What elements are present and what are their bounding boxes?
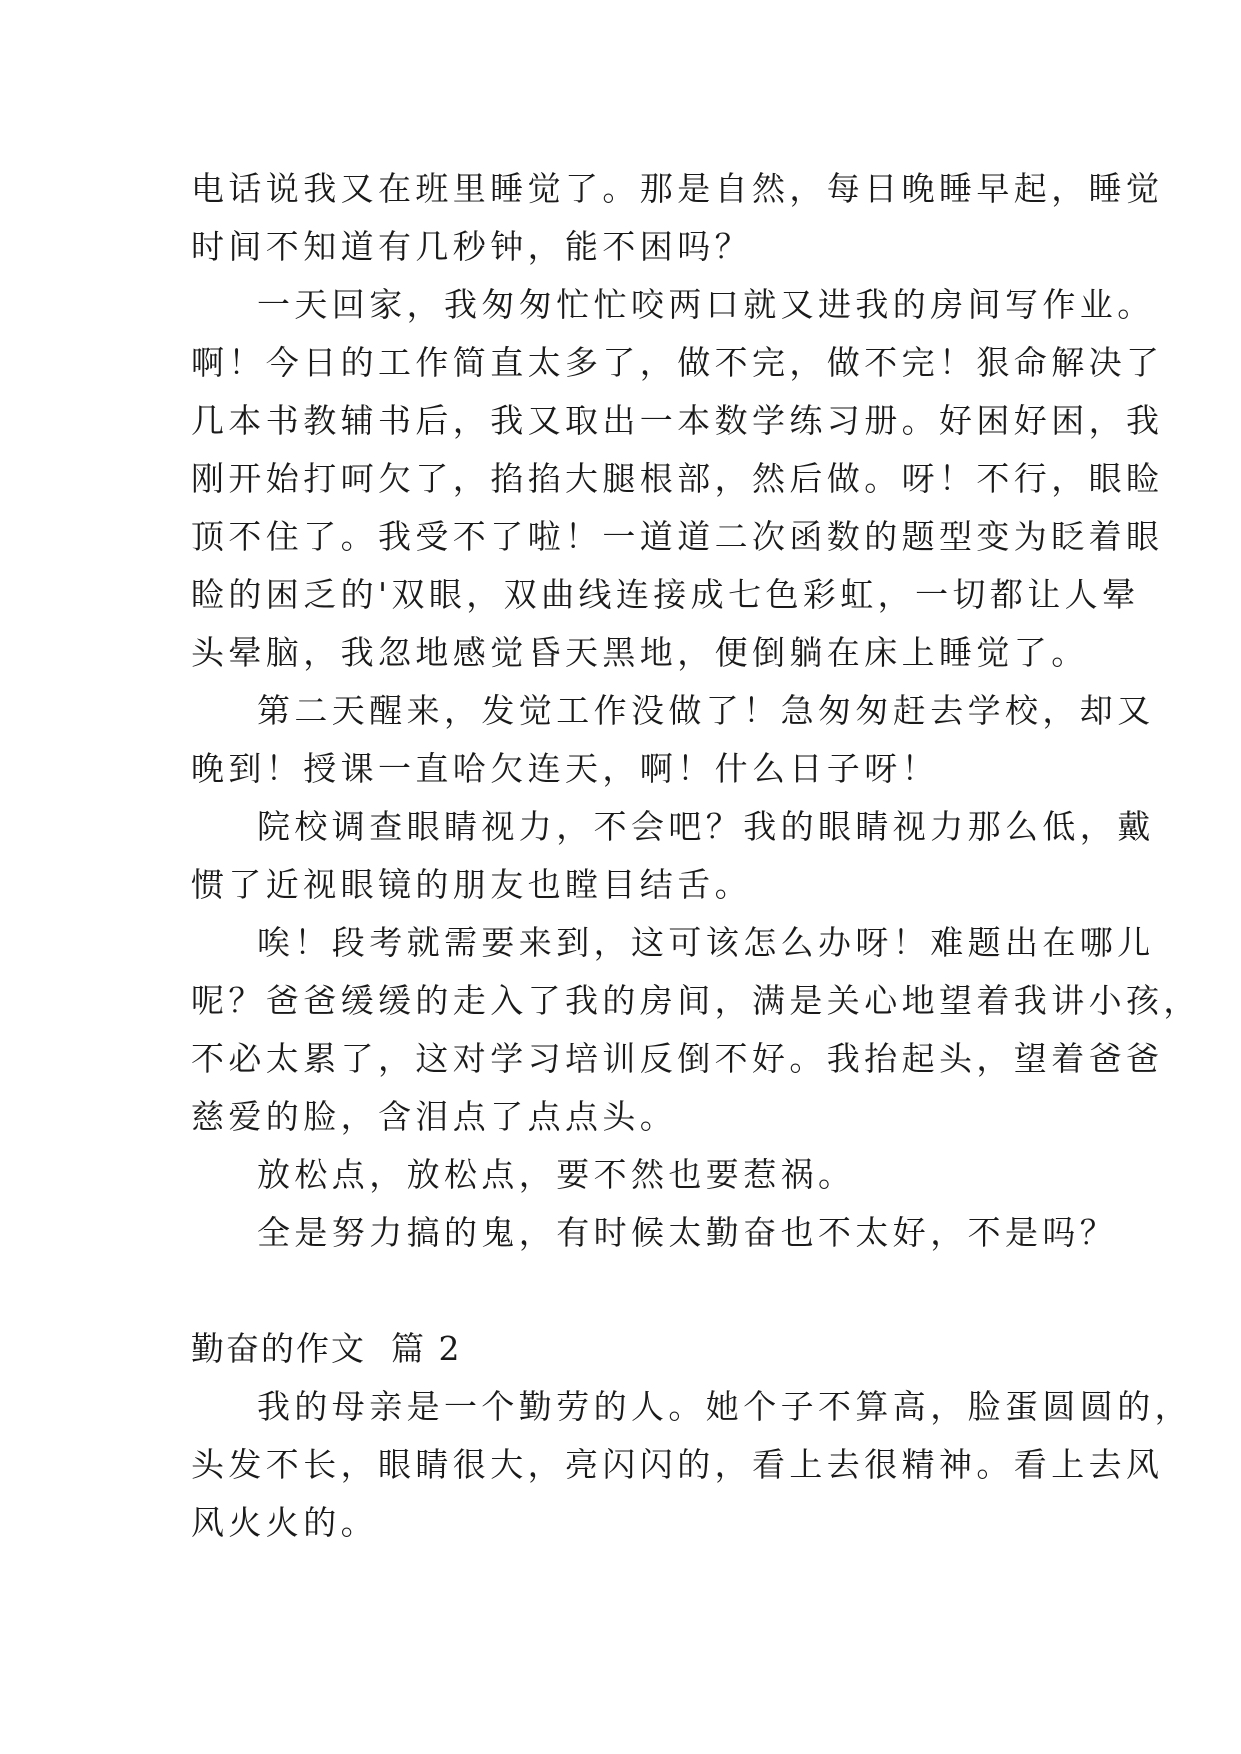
text-line: 我的母亲是一个勤劳的人。她个子不算高，脸蛋圆圆的， <box>257 1387 1192 1426</box>
paragraph <box>191 1146 1071 1204</box>
text-line: 不必太累了，这对学习培训反倒不好。我抬起头，望着爸爸 <box>191 1039 1164 1078</box>
text-line: 晚到！授课一直哈欠连天，啊！什么日子呀！ <box>191 749 939 788</box>
text-line: 风火火的。 <box>191 1503 378 1542</box>
text-line: 慈爱的脸，含泪点了点点头。 <box>191 1097 678 1136</box>
text-line: 院校调查眼睛视力，不会吧？我的眼睛视力那么低，戴 <box>257 807 1155 846</box>
text-line: 刚开始打呵欠了，掐掐大腿根部，然后做。呀！不行，眼睑 <box>191 459 1164 498</box>
text-line: 电话说我又在班里睡觉了。那是自然，每日晚睡早起，睡觉 <box>191 169 1164 208</box>
text-line: 几本书教辅书后，我又取出一本数学练习册。好困好困，我 <box>191 401 1164 440</box>
text-line: 全是努力搞的鬼，有时候太勤奋也不太好，不是吗？ <box>257 1213 1118 1252</box>
text-line: 啊！今日的工作简直太多了，做不完，做不完！狠命解决了 <box>191 343 1164 382</box>
paragraph <box>191 276 1164 682</box>
text-line: 顶不住了。我受不了啦！一道道二次函数的题型变为眨着眼 <box>191 517 1164 556</box>
paragraph <box>191 682 1155 798</box>
text-line: 头发不长，眼睛很大，亮闪闪的，看上去很精神。看上去风 <box>191 1445 1164 1484</box>
text-line: 惯了近视眼镜的朋友也瞠目结舌。 <box>191 865 752 904</box>
section-title: 勤奋的作文 篇 2 <box>191 1329 462 1368</box>
text-line: 唉！段考就需要来到，这可该怎么办呀！难题出在哪儿 <box>257 923 1155 962</box>
text-line: 时间不知道有几秒钟，能不困吗？ <box>191 227 752 266</box>
text-line: 放松点，放松点，要不然也要惹祸。 <box>257 1155 856 1194</box>
paragraph <box>191 1204 1118 1262</box>
text-line: 呢？爸爸缓缓的走入了我的房间，满是关心地望着我讲小孩， <box>191 981 1201 1020</box>
blank-line <box>191 1262 1071 1320</box>
text-line: 一天回家，我匆匆忙忙咬两口就又进我的房间写作业。 <box>257 285 1155 324</box>
paragraph <box>191 798 1155 914</box>
text-line: 睑的困乏的'双眼，双曲线连接成七色彩虹，一切都让人晕 <box>191 575 1140 614</box>
text-line: 第二天醒来，发觉工作没做了！急匆匆赶去学校，却又 <box>257 691 1155 730</box>
paragraph <box>191 160 1164 276</box>
paragraph <box>191 914 1201 1146</box>
paragraph <box>191 1378 1192 1552</box>
document-page <box>191 160 1201 1552</box>
text-line: 头晕脑，我忽地感觉昏天黑地，便倒躺在床上睡觉了。 <box>191 633 1089 672</box>
